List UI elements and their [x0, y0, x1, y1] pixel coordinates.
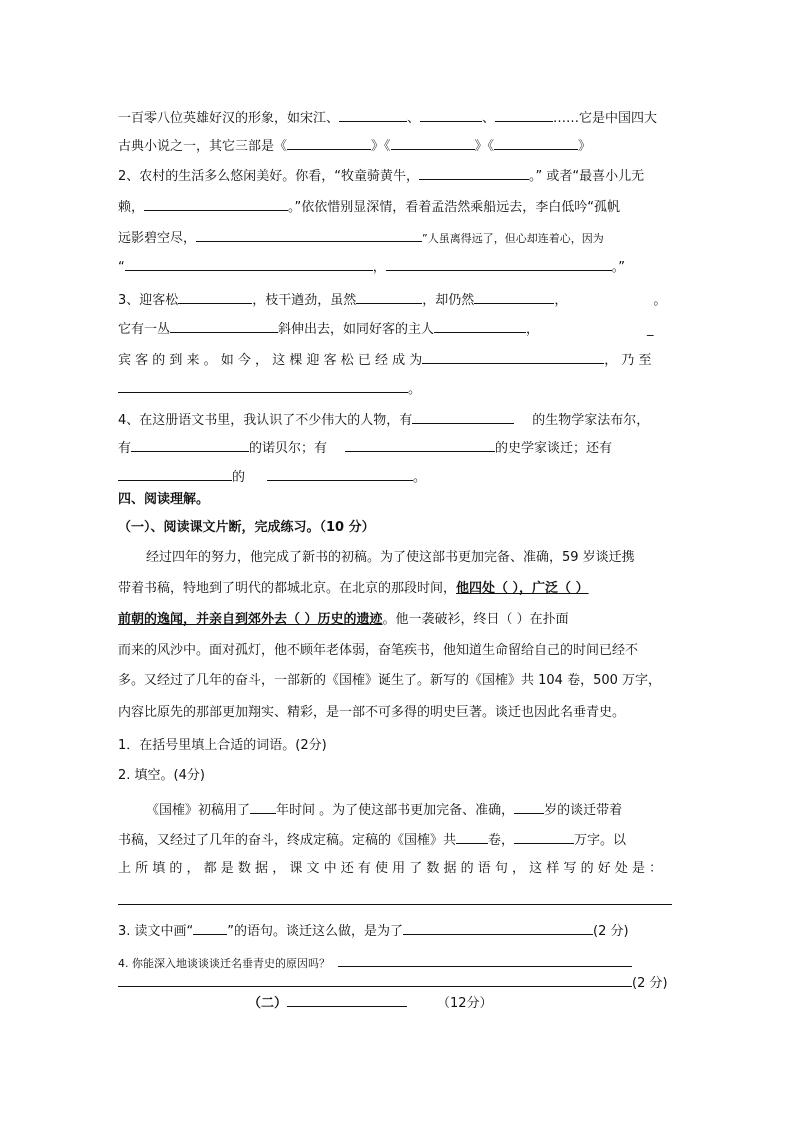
text: “	[118, 260, 125, 275]
text: 、	[482, 111, 496, 126]
text: ，枝干遒劲，虽然	[252, 293, 357, 308]
question-2-title: 2. 填空。(4分)	[118, 768, 205, 783]
text: 《国榷》初稿用了	[146, 803, 251, 818]
blank[interactable]	[356, 289, 422, 304]
text: ”的语句。谈迁这么做，是为了	[227, 924, 404, 939]
text: 宾 客 的 到 来 。 如 今 ， 这 棵 迎 客 松 已 经 成 为	[118, 353, 423, 368]
q4-line-3	[118, 466, 426, 487]
blank[interactable]	[422, 349, 604, 364]
question-2-line-2	[118, 829, 626, 850]
fill-line-2	[118, 135, 591, 156]
blank[interactable]	[193, 920, 227, 935]
text: 的诺贝尔；有	[249, 441, 328, 456]
text: _	[647, 322, 654, 337]
blank[interactable]	[474, 289, 554, 304]
text: 2、农村的生活多么悠闲美好。你看，“牧童骑黄牛，	[118, 169, 420, 184]
text: 》《	[474, 139, 495, 154]
blank[interactable]	[118, 466, 232, 481]
text: 一百零八位英雄好汉的形象，如宋江、	[118, 111, 340, 126]
q3-line-1	[118, 289, 666, 310]
fill-line-1	[118, 107, 657, 128]
blank[interactable]	[287, 135, 371, 150]
text: 。	[653, 293, 667, 308]
text: 的生物学家法布尔，	[532, 413, 650, 428]
text: 4. 你能深入地谈谈谈迁名垂青史的原因吗？	[118, 957, 330, 970]
text: 有	[118, 441, 132, 456]
text: 。”依依惜别显深情，看着孟浩然乘船远去，李白低吟“孤帆	[288, 200, 620, 215]
text: 斜伸出去，如同好客的主人	[278, 322, 435, 337]
text: 3. 读文中画“	[118, 924, 194, 939]
text: 岁的谈迁带着	[544, 803, 623, 818]
part-2-title	[248, 992, 493, 1013]
blank[interactable]	[514, 799, 544, 814]
q2-line-4	[118, 256, 625, 277]
q3-line-3	[118, 349, 652, 370]
blank[interactable]	[196, 227, 422, 242]
blank[interactable]	[118, 972, 632, 987]
text: 书稿，又经过了几年的奋斗，终成定稿。定稿的《国榷》共	[118, 833, 457, 848]
blank[interactable]	[419, 165, 529, 180]
text: 。他一袭破衫，终日（ ）在扑面	[382, 612, 569, 627]
text: 3、迎客松	[118, 293, 179, 308]
text: 》《	[371, 139, 391, 154]
text: ，	[372, 260, 386, 275]
underlined-text: 他四处（ ），广泛（ ）	[456, 581, 589, 596]
blank[interactable]	[170, 318, 278, 333]
text: 带着书稿，特地到了明代的都城北京。在北京的那段时间，	[118, 581, 457, 596]
blank[interactable]	[494, 135, 578, 150]
question-2-line-1	[146, 799, 622, 820]
text: 。	[413, 470, 427, 485]
answer-line[interactable]	[118, 904, 672, 905]
blank[interactable]	[391, 135, 475, 150]
q3-line-4	[118, 378, 421, 399]
text: 卷，	[488, 833, 515, 848]
blank[interactable]	[125, 256, 373, 271]
text: ”人虽离得远了，但心却连着心，因为	[422, 232, 604, 245]
blank[interactable]	[178, 289, 252, 304]
text: 远影碧空尽，	[118, 231, 197, 246]
passage-line-4: 而来的风沙中。面对孤灯，他不顾年老体弱，奋笔疾书，他知道生命留给自己的时间已经不	[118, 643, 639, 658]
text: 古典小说之一，其它三部是《	[118, 139, 288, 154]
q2-line-2	[118, 196, 620, 217]
text: （12分）	[437, 996, 493, 1011]
blank[interactable]	[434, 318, 526, 333]
text: 万字。以	[574, 833, 627, 848]
blank[interactable]	[514, 829, 574, 844]
text: 的史学家谈迁；还有	[495, 441, 613, 456]
text: 年时间 。为了使这部书更加完备、准确，	[276, 803, 515, 818]
blank[interactable]	[495, 107, 553, 122]
text: (2 分)	[593, 924, 629, 939]
underlined-text: 前朝的逸闻，并亲自到郊外去（ ）历史的遗迹	[118, 612, 383, 627]
blank[interactable]	[456, 829, 488, 844]
passage-line-3	[118, 611, 569, 629]
passage-line-5: 多。又经过了几年的奋斗，一部新的《国榷》诞生了。新写的《国榷》共 104 卷，500 万字，	[118, 673, 662, 688]
blank[interactable]	[131, 437, 249, 452]
section-title: 四、阅读理解。	[118, 492, 210, 507]
question-1: 1．在括号里填上合适的词语。(2分)	[118, 738, 327, 753]
blank[interactable]	[118, 378, 408, 393]
text: 的	[232, 470, 246, 485]
passage-line-1: 经过四年的努力，他完成了新书的初稿。为了使这部书更加完备、准确，59 岁谈迁携	[146, 550, 635, 565]
text: 。	[408, 382, 422, 397]
q2-line-1	[118, 165, 644, 186]
q3-line-2	[118, 318, 654, 339]
blank[interactable]	[345, 437, 495, 452]
blank[interactable]	[386, 256, 612, 271]
question-4	[118, 952, 632, 973]
text: ， 乃 至	[604, 353, 652, 368]
blank[interactable]	[287, 992, 407, 1007]
q2-line-3	[118, 227, 604, 248]
blank[interactable]	[339, 107, 407, 122]
text: 4、在这册语文书里，我认识了不少伟大的人物，有	[118, 413, 413, 428]
text: ，	[554, 293, 568, 308]
blank[interactable]	[338, 952, 632, 967]
passage-line-6: 内容比原先的那部更加翔实、精彩，是一部不可多得的明史巨著。谈迁也因此名垂青史。	[118, 705, 626, 720]
blank[interactable]	[403, 920, 593, 935]
text: ……它是中国四大	[553, 111, 658, 126]
text: 》	[578, 139, 592, 154]
question-3	[118, 920, 629, 941]
part-1-title: （一）、阅读课文片断，完成练习。（10 分）	[118, 520, 375, 535]
blank[interactable]	[144, 196, 288, 211]
text: ，却仍然	[422, 293, 475, 308]
passage-line-2	[118, 580, 589, 598]
blank[interactable]	[420, 107, 482, 122]
text: 。”	[611, 260, 626, 275]
blank[interactable]	[250, 799, 276, 814]
blank[interactable]	[267, 466, 413, 481]
text: 赖，	[118, 200, 145, 215]
text: ，	[526, 322, 540, 337]
text: （二）	[248, 996, 288, 1011]
text: (2 分)	[632, 976, 668, 991]
blank[interactable]	[412, 409, 514, 424]
text: 它有一丛	[118, 322, 171, 337]
text: 。” 或者“最喜小儿无	[529, 169, 645, 184]
question-2-line-3: 上 所 填 的 ， 都 是 数 据 ， 课 文 中 还 有 使 用 了 数 据 的 语 句 ， 这 样 写 的 好 处 是 ：	[118, 861, 663, 876]
text: 、	[407, 111, 421, 126]
q4-line-2	[118, 437, 612, 458]
q4-line-1	[118, 409, 649, 430]
question-4-line-2	[118, 972, 668, 993]
